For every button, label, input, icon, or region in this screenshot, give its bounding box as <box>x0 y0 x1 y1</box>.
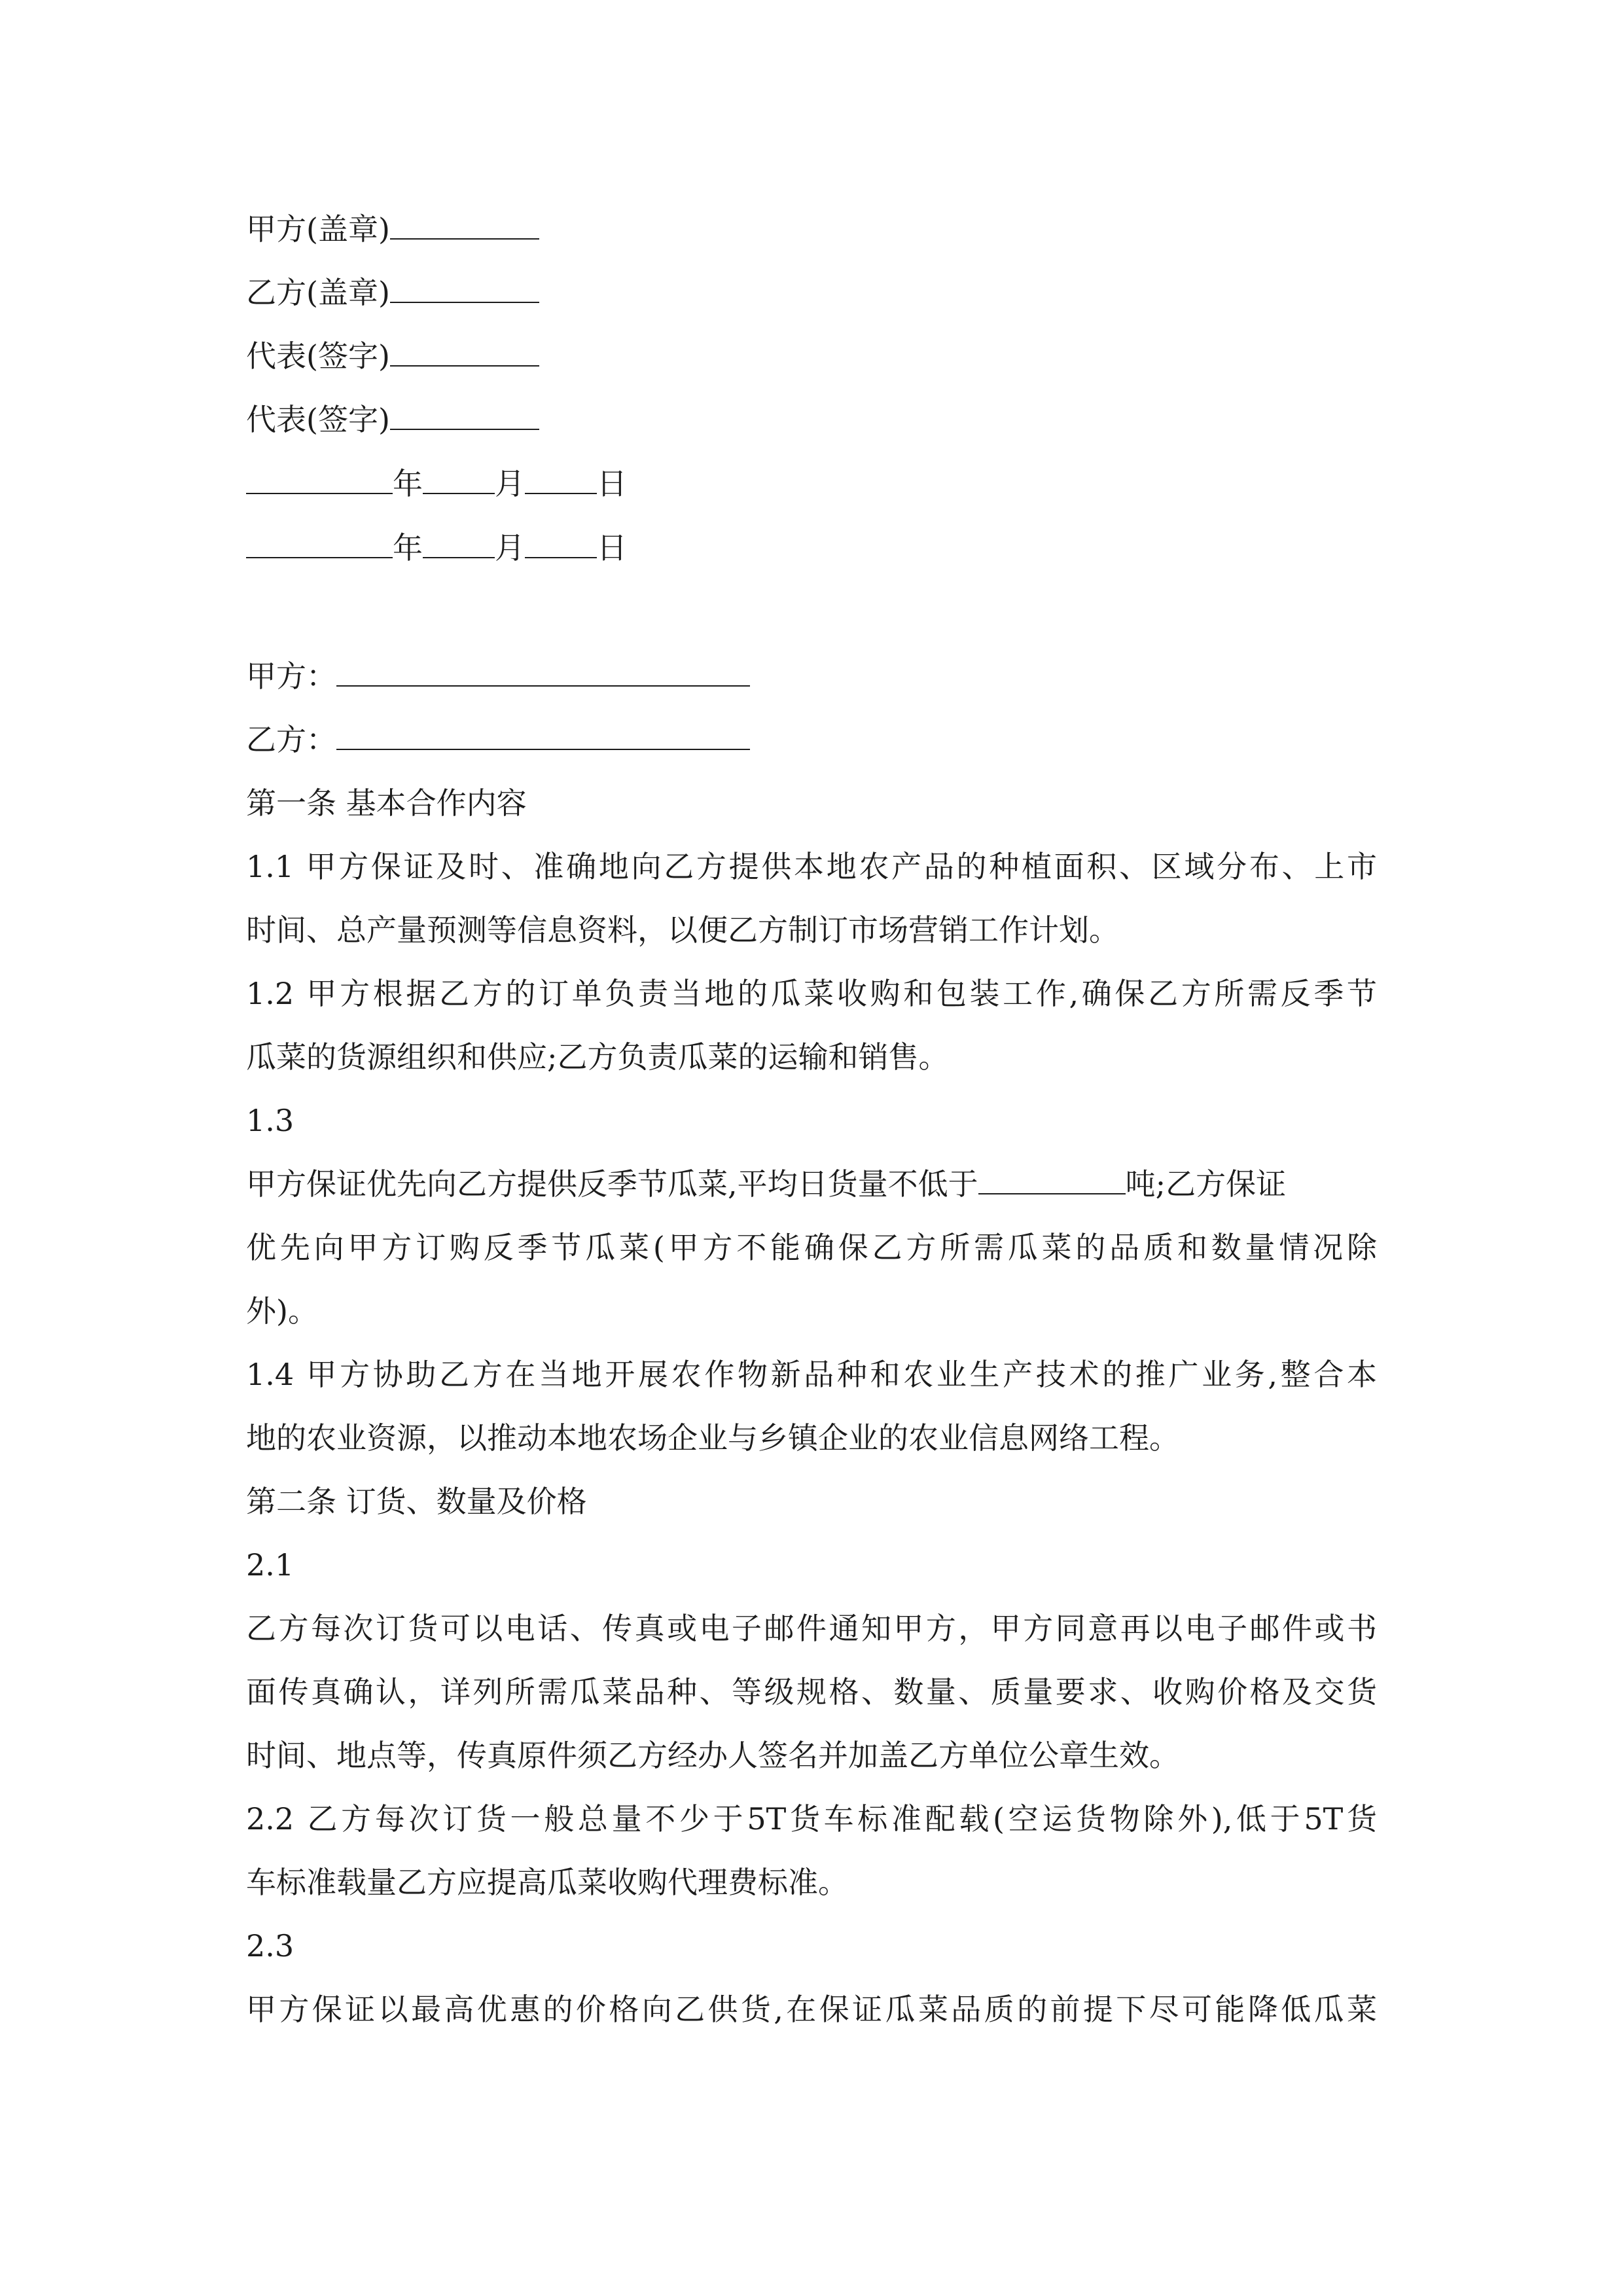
clause-1-4-line-2: 地的农业资源，以推动本地农场企业与乡镇企业的农业信息网络工程。 <box>246 1420 1179 1456</box>
clause-2-2-line-1: 2.2 乙方每次订货一般总量不少于5T货车标准配载(空运货物除外),低于5T货 <box>246 1801 1377 1837</box>
clause-2-1-line-2: 面传真确认，详列所需瓜菜品种、等级规格、数量、质量要求、收购价格及交货 <box>246 1674 1377 1710</box>
party-a-line <box>246 656 750 696</box>
clause-1-3-line-2: 优先向甲方订购反季节瓜菜(甲方不能确保乙方所需瓜菜的品质和数量情况除 <box>246 1230 1377 1265</box>
day-label-1: 日 <box>597 466 627 501</box>
clause-2-2-line-2: 车标准载量乙方应提高瓜菜收购代理费标准。 <box>246 1865 848 1900</box>
clause-2-1-line-1: 乙方每次订货可以电话、传真或电子邮件通知甲方，甲方同意再以电子邮件或书 <box>246 1611 1377 1646</box>
clause-1-3-line-3: 外)。 <box>246 1293 318 1329</box>
rep-sign-blank-2 <box>390 403 539 430</box>
party-a-seal-label: 甲方(盖章) <box>246 211 390 247</box>
clause-2-1-number: 2.1 <box>246 1547 294 1583</box>
rep-sign-blank-1 <box>390 339 539 367</box>
article2-title: 第二条 订货、数量及价格 <box>246 1484 587 1519</box>
year-blank-1 <box>246 467 393 494</box>
party-b-label: 乙方： <box>246 722 336 757</box>
party-b-blank <box>336 723 750 750</box>
rep-sign-label-2: 代表(签字) <box>246 402 390 437</box>
day-label-2: 日 <box>597 530 627 565</box>
clause-1-2-line-1: 1.2 甲方根据乙方的订单负责当地的瓜菜收购和包装工作,确保乙方所需反季节 <box>246 976 1377 1011</box>
year-label-1: 年 <box>393 466 423 501</box>
rep-sign-label-1: 代表(签字) <box>246 338 390 374</box>
month-label-2: 月 <box>495 530 525 565</box>
month-label-1: 月 <box>495 466 525 501</box>
clause-2-3-line-1: 甲方保证以最高优惠的价格向乙供货,在保证瓜菜品质的前提下尽可能降低瓜菜 <box>246 1992 1377 2027</box>
article1-title: 第一条 基本合作内容 <box>246 785 527 821</box>
party-b-seal-blank <box>390 276 539 303</box>
party-b-line <box>246 720 750 759</box>
party-a-label: 甲方： <box>246 658 336 694</box>
clause-2-1-line-3: 时间、地点等，传真原件须乙方经办人签名并加盖乙方单位公章生效。 <box>246 1738 1179 1773</box>
year-blank-2 <box>246 531 393 558</box>
date-line-1 <box>246 464 627 503</box>
clause-1-3-number: 1.3 <box>246 1103 294 1138</box>
clause-2-3-number: 2.3 <box>246 1928 294 1964</box>
clause-1-1-line-2: 时间、总产量预测等信息资料，以便乙方制订市场营销工作计划。 <box>246 912 1119 948</box>
month-blank-2 <box>423 531 495 558</box>
party-a-blank <box>336 659 750 687</box>
clause-1-3-text-b: 吨;乙方保证 <box>1125 1166 1287 1202</box>
rep-sign-line-1 <box>246 336 539 376</box>
tonnage-blank <box>978 1167 1126 1194</box>
clause-1-1-line-1: 1.1 甲方保证及时、准确地向乙方提供本地农产品的种植面积、区域分布、上市 <box>246 849 1377 884</box>
clause-1-4-line-1: 1.4 甲方协助乙方在当地开展农作物新品种和农业生产技术的推广业务,整合本 <box>246 1357 1377 1392</box>
month-blank-1 <box>423 467 495 494</box>
clause-1-3-line-1 <box>246 1164 1286 1204</box>
rep-sign-line-2 <box>246 400 539 439</box>
day-blank-2 <box>525 531 597 558</box>
party-a-seal-line <box>246 209 539 249</box>
year-label-2: 年 <box>393 530 423 565</box>
date-line-2 <box>246 528 627 567</box>
party-b-seal-line <box>246 273 539 312</box>
day-blank-1 <box>525 467 597 494</box>
clause-1-2-line-2: 瓜菜的货源组织和供应;乙方负责瓜菜的运输和销售。 <box>246 1039 949 1075</box>
party-a-seal-blank <box>390 212 539 240</box>
clause-1-3-text-a: 甲方保证优先向乙方提供反季节瓜菜,平均日货量不低于 <box>246 1166 978 1202</box>
party-b-seal-label: 乙方(盖章) <box>246 275 390 310</box>
